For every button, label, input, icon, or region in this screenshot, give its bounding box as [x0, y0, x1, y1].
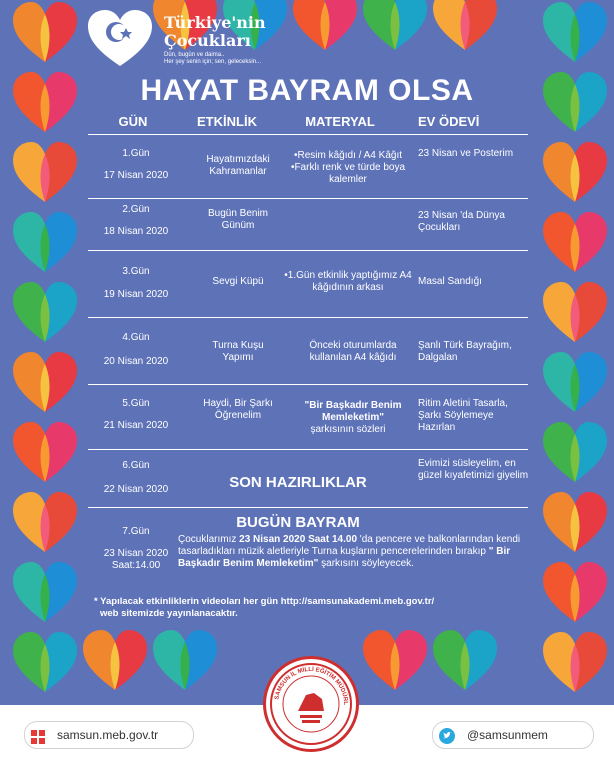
day-date: 19 Nisan 2020: [103, 289, 169, 300]
day-date: 21 Nisan 2020: [103, 420, 169, 431]
activity: Hayatımızdaki Kahramanlar: [206, 154, 270, 177]
seal-text: SAMSUN İL MİLLİ EĞİTİM MÜDÜRL: [274, 666, 349, 706]
heart-decoration: [363, 630, 427, 690]
heart-decoration: [153, 630, 217, 690]
heart-decoration: [543, 212, 607, 272]
heart-decoration: [13, 282, 77, 342]
web-link[interactable]: [24, 721, 194, 749]
material-1: Önceki oturumlarda kullanılan A4 kâğıdı: [309, 340, 397, 363]
homework: Evimizi süsleyelim, en güzel kıyafetimizi giyelim: [418, 458, 529, 481]
note: [94, 596, 514, 620]
activity: Sevgi Küpü: [212, 276, 264, 287]
divider: [88, 507, 528, 508]
final-text-2: 23 Nisan 2020 Saat 14.00: [239, 534, 358, 545]
heart-decoration: [543, 142, 607, 202]
heart-decoration: [293, 0, 357, 50]
table-row: [88, 388, 528, 446]
homework: Masal Sandığı: [418, 276, 482, 287]
activity-holiday: BUGÜN BAYRAM: [236, 514, 360, 531]
seal-emblem-icon: [266, 659, 356, 749]
heart-decoration: [543, 562, 607, 622]
day-number: 4.Gün: [122, 332, 150, 343]
material-2: şarkısının sözleri: [310, 424, 386, 435]
header-homework: EV ÖDEVİ: [418, 114, 480, 129]
day-date: 20 Nisan 2020: [103, 356, 169, 367]
heart-decoration: [433, 0, 497, 50]
divider: [88, 384, 528, 385]
table-row: [88, 256, 528, 306]
heart-decoration: [543, 352, 607, 412]
twitter-icon: [439, 727, 455, 743]
divider: [88, 134, 528, 135]
heart-decoration: [543, 632, 607, 692]
heart-decoration: [13, 562, 77, 622]
day-number: 2.Gün: [122, 204, 150, 215]
material-2: •Farklı renk ve türde boya kalemler: [290, 162, 406, 185]
day-number: 7.Gün: [122, 526, 150, 537]
homework: 23 Nisan ve Posterim: [418, 148, 514, 159]
header-day: GÜN: [118, 114, 148, 129]
ministry-seal: [263, 656, 359, 752]
final-text-5: şarkısını söyleyecek.: [321, 558, 414, 569]
day-number: 5.Gün: [122, 398, 150, 409]
final-text-3: 'da pencere ve balkonlarından kendi tasarladıkları müzik aletleriyle Turna kuşlarını pencerelerinden bırakıp: [178, 534, 521, 557]
material-1: •Resim kâğıdı / A4 Kâğıt: [294, 150, 402, 161]
material-1: "Bir Başkadır Benim Memleketim": [304, 400, 402, 423]
twitter-link[interactable]: [432, 721, 594, 749]
brand-tagline: [164, 52, 294, 66]
divider: [88, 449, 528, 450]
material-1: •1.Gün etkinlik yaptığımız A4 kâğıdının arkası: [284, 270, 412, 293]
homework: Ritim Aletini Tasarla, Şarkı Söylemeye Hazırlan: [418, 398, 508, 433]
page-title: HAYAT BAYRAM OLSA: [140, 74, 474, 107]
final-message: [178, 534, 528, 570]
heart-decoration: [83, 630, 147, 690]
table-row: [88, 454, 528, 504]
note-line2: web sitemizde yayınlanacaktır.: [100, 608, 238, 619]
brand-title: [164, 14, 266, 50]
heart-decoration: [543, 492, 607, 552]
brand-logo: [86, 8, 286, 70]
activity: Haydi, Bir Şarkı Öğrenelim: [203, 398, 273, 421]
divider: [88, 250, 528, 251]
activity-final-preparations: SON HAZIRLIKLAR: [229, 474, 367, 491]
activity: Bugün Benim Günüm: [207, 208, 269, 231]
homework: Şanlı Türk Bayrağım, Dalgalan: [418, 340, 512, 363]
day-number: 6.Gün: [122, 460, 150, 471]
final-text-4: " Bir Başkadır Benim Memleketim": [178, 546, 511, 569]
heart-decoration: [543, 282, 607, 342]
activity: Turna Kuşu Yapımı: [212, 340, 264, 363]
table-row: [88, 512, 528, 592]
day-number: 3.Gün: [122, 266, 150, 277]
heart-decoration: [13, 492, 77, 552]
table-row: [88, 200, 528, 248]
brand-title-line1: Türkiye'nin: [164, 13, 266, 32]
divider: [88, 317, 528, 318]
heart-decoration: [13, 2, 77, 62]
table-row: [88, 322, 528, 378]
table-row: [88, 140, 528, 196]
heart-decoration: [13, 632, 77, 692]
heart-decoration: [13, 142, 77, 202]
tagline-line1: Dün, bugün ve daima..: [164, 52, 225, 58]
web-label: samsun.meb.gov.tr: [57, 728, 159, 742]
day-date: 23 Nisan 2020 Saat:14.00: [103, 548, 169, 571]
heart-decoration: [13, 422, 77, 482]
day-date: 17 Nisan 2020: [103, 170, 169, 181]
windows-icon: [31, 727, 45, 741]
heart-logo-icon: [86, 8, 154, 70]
tagline-line2: Her şey senin için; sen, geleceksin...: [164, 59, 262, 65]
day-date: 18 Nisan 2020: [103, 226, 169, 237]
heart-decoration: [433, 630, 497, 690]
day-date: 22 Nisan 2020: [103, 484, 169, 495]
heart-decoration: [13, 352, 77, 412]
header-material: MATERYAL: [305, 114, 375, 129]
twitter-label: @samsunmem: [467, 728, 548, 742]
heart-decoration: [13, 212, 77, 272]
day-number: 1.Gün: [122, 148, 150, 159]
brand-title-line2: Çocukları: [164, 31, 251, 50]
heart-decoration: [543, 422, 607, 482]
heart-decoration: [363, 0, 427, 50]
note-line1: * Yapılacak etkinliklerin videoları her gün http://samsunakademi.meb.gov.tr/: [94, 596, 435, 607]
final-text-1: Çocuklarımız: [178, 534, 237, 545]
heart-decoration: [543, 2, 607, 62]
header-activity: ETKİNLİK: [197, 114, 257, 129]
divider: [88, 198, 528, 199]
homework: 23 Nisan 'da Dünya Çocukları: [418, 210, 505, 233]
